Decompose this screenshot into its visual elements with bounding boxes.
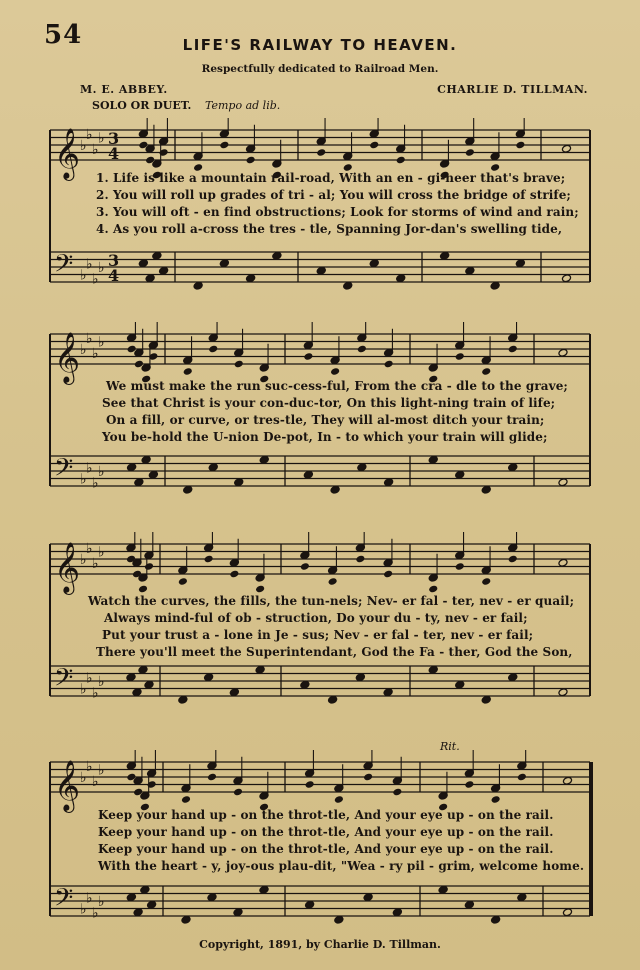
bass-clef-icon: 𝄢 xyxy=(54,249,74,285)
note-head xyxy=(334,915,344,924)
music-system-2 xyxy=(0,322,640,497)
note-head xyxy=(159,266,169,275)
note-head xyxy=(316,148,326,157)
flat-sign-icon: ♭ xyxy=(80,342,87,358)
note-head xyxy=(396,274,406,283)
note-head xyxy=(508,463,518,472)
note-head xyxy=(465,266,475,275)
copyright: Copyright, 1891, by Charlie D. Tillman. xyxy=(199,938,441,951)
note-head xyxy=(455,470,465,479)
note-head xyxy=(357,345,367,354)
note-head xyxy=(207,893,217,902)
note-head xyxy=(303,470,313,479)
note-head xyxy=(481,485,491,494)
note-head xyxy=(392,908,402,917)
note-head xyxy=(384,360,394,369)
flat-sign-icon: ♭ xyxy=(86,540,93,557)
note-head xyxy=(561,274,571,283)
note-head xyxy=(305,900,315,909)
lyric-line-verse-3: On a fill, or curve, or tres-tle, They will al-most ditch your train; xyxy=(106,413,545,427)
flat-sign-icon: ♭ xyxy=(80,267,87,284)
note-head xyxy=(562,908,572,917)
flat-sign-icon: ♭ xyxy=(80,681,87,698)
note-head xyxy=(132,688,142,697)
flat-sign-icon: ♭ xyxy=(86,460,93,477)
note-head xyxy=(147,900,157,909)
note-head xyxy=(396,156,406,165)
note-head xyxy=(363,773,373,782)
note-head xyxy=(183,485,193,494)
flat-sign-icon: ♭ xyxy=(92,555,99,572)
flat-sign-icon: ♭ xyxy=(80,901,87,918)
note-head xyxy=(508,673,518,682)
note-head xyxy=(490,281,500,290)
note-head xyxy=(334,795,344,804)
note-head xyxy=(465,148,475,157)
note-head xyxy=(455,562,465,571)
note-head xyxy=(272,251,282,260)
note-head xyxy=(138,585,148,594)
note-head xyxy=(259,885,269,894)
note-head xyxy=(144,680,154,689)
note-head xyxy=(517,773,527,782)
note-head xyxy=(229,688,239,697)
note-head xyxy=(234,360,244,369)
note-head xyxy=(145,274,155,283)
flat-sign-icon: ♭ xyxy=(98,334,105,351)
lyric-line-verse-3: 3. You will oft - en find obstructions; Look for storms of wind and rain; xyxy=(96,205,579,219)
note-head xyxy=(438,885,448,894)
note-head xyxy=(355,673,365,682)
time-signature-digit: 4 xyxy=(108,266,120,285)
lyric-line-verse-1: We must make the run suc-cess-ful, From the cra - dle to the grave; xyxy=(106,379,568,393)
note-head xyxy=(558,558,568,567)
note-head xyxy=(259,455,269,464)
music-system-4 xyxy=(0,750,640,925)
ritardando-marking: Rit. xyxy=(440,740,460,753)
note-head xyxy=(303,352,313,361)
tempo-marking: Tempo ad lib. xyxy=(205,99,281,112)
flat-sign-icon: ♭ xyxy=(92,905,99,922)
note-head xyxy=(133,908,143,917)
note-head xyxy=(183,367,193,376)
bass-clef-icon: 𝄢 xyxy=(54,883,74,919)
note-head xyxy=(134,478,144,487)
treble-clef-icon: 𝄞 xyxy=(54,542,81,593)
note-head xyxy=(140,885,150,894)
flat-sign-icon: ♭ xyxy=(80,471,87,488)
treble-clef-icon: 𝄞 xyxy=(54,332,81,383)
treble-clef-icon: 𝄞 xyxy=(54,760,81,811)
note-head xyxy=(144,562,154,571)
flat-sign-icon: ♭ xyxy=(86,670,93,687)
note-head xyxy=(328,695,338,704)
lyric-line-verse-2: Keep your hand up - on the throt-tle, And your eye up - on the rail. xyxy=(98,825,554,839)
note-head xyxy=(178,577,188,586)
note-head xyxy=(464,780,474,789)
note-head xyxy=(455,680,465,689)
flat-sign-icon: ♭ xyxy=(86,126,93,143)
note-head xyxy=(126,673,136,682)
note-head xyxy=(363,893,373,902)
lyric-line-verse-1: Watch the curves, the fills, the tun-nels; Nev- er fal - ter, nev - er quail; xyxy=(88,594,575,608)
note-head xyxy=(515,259,525,268)
note-head xyxy=(316,266,326,275)
note-head xyxy=(219,141,229,150)
lyric-line-verse-2: Always mind-ful of ob - struction, Do your du - ty, nev - er fail; xyxy=(104,611,528,625)
flat-sign-icon: ♭ xyxy=(98,544,105,561)
note-head xyxy=(357,463,367,472)
note-head xyxy=(383,570,393,579)
note-head xyxy=(233,908,243,917)
note-head xyxy=(141,455,151,464)
note-head xyxy=(515,141,525,150)
flat-sign-icon: ♭ xyxy=(98,762,105,779)
note-head xyxy=(355,555,365,564)
note-head xyxy=(204,673,214,682)
music-system-3 xyxy=(0,532,640,707)
note-head xyxy=(491,795,501,804)
note-head xyxy=(558,348,568,357)
performance-note: SOLO OR DUET. xyxy=(92,99,192,112)
note-head xyxy=(330,485,340,494)
note-head xyxy=(152,251,162,260)
flat-sign-icon: ♭ xyxy=(80,552,87,568)
music-system-1 xyxy=(0,118,640,293)
lyric-line-verse-2: See that Christ is your con-duc-tor, On this light-ning train of life; xyxy=(102,396,556,410)
lyric-line-verse-4: There you'll meet the Superintendant, God the Fa - ther, God the Son, xyxy=(96,645,573,659)
hymn-title: LIFE'S RAILWAY TO HEAVEN. xyxy=(182,36,458,54)
flat-sign-icon: ♭ xyxy=(86,256,93,273)
note-head xyxy=(233,788,243,797)
flat-sign-icon: ♭ xyxy=(92,475,99,492)
lyric-line-verse-3: Put your trust a - lone in Je - sus; Nev - er fal - ter, nev - er fail; xyxy=(102,628,534,642)
page-number: 54 xyxy=(44,20,83,50)
flat-sign-icon: ♭ xyxy=(86,890,93,907)
note-head xyxy=(517,893,527,902)
time-signature-digit: 3 xyxy=(108,251,120,270)
time-signature-digit: 3 xyxy=(108,129,120,148)
note-head xyxy=(181,915,191,924)
note-head xyxy=(343,281,353,290)
note-head xyxy=(481,695,491,704)
note-head xyxy=(229,570,239,579)
note-head xyxy=(369,141,379,150)
note-head xyxy=(126,893,136,902)
bass-clef-icon: 𝄢 xyxy=(54,453,74,489)
flat-sign-icon: ♭ xyxy=(80,138,87,154)
time-signature-digit: 4 xyxy=(108,144,120,163)
note-head xyxy=(508,555,518,564)
flat-sign-icon: ♭ xyxy=(92,773,99,790)
note-head xyxy=(207,773,217,782)
note-head xyxy=(219,259,229,268)
note-head xyxy=(181,795,191,804)
note-head xyxy=(440,251,450,260)
flat-sign-icon: ♭ xyxy=(92,685,99,702)
note-head xyxy=(208,345,218,354)
note-head xyxy=(305,780,315,789)
note-head xyxy=(558,478,568,487)
note-head xyxy=(159,148,169,157)
note-head xyxy=(138,259,148,268)
note-head xyxy=(147,780,157,789)
note-head xyxy=(300,680,310,689)
note-head xyxy=(330,367,340,376)
note-head xyxy=(148,470,158,479)
note-head xyxy=(127,463,137,472)
note-head xyxy=(193,281,203,290)
note-head xyxy=(255,665,265,674)
lyric-line-verse-1: Keep your hand up - on the throt-tle, And your eye up - on the rail. xyxy=(98,808,554,822)
note-head xyxy=(234,478,244,487)
treble-clef-icon: 𝄞 xyxy=(54,128,81,179)
flat-sign-icon: ♭ xyxy=(98,464,105,480)
lyric-line-verse-4: With the heart - y, joy-ous plau-dit, "Wea - ry pil - grim, welcome home. xyxy=(98,859,585,873)
note-head xyxy=(561,144,571,153)
note-head xyxy=(464,900,474,909)
flat-sign-icon: ♭ xyxy=(86,330,93,347)
flat-sign-icon: ♭ xyxy=(98,260,105,276)
note-head xyxy=(455,352,465,361)
flat-sign-icon: ♭ xyxy=(98,894,105,910)
note-head xyxy=(392,788,402,797)
note-head xyxy=(481,577,491,586)
lyricist: M. E. ABBEY. xyxy=(80,83,168,96)
note-head xyxy=(491,915,501,924)
final-barline xyxy=(589,762,593,916)
note-head xyxy=(428,665,438,674)
lyric-line-verse-2: 2. You will roll up grades of tri - al; You will cross the bridge of strife; xyxy=(96,188,571,202)
lyric-line-verse-3: Keep your hand up - on the throt-tle, And your eye up - on the rail. xyxy=(98,842,554,856)
note-head xyxy=(369,259,379,268)
note-head xyxy=(178,695,188,704)
note-head xyxy=(562,776,572,785)
flat-sign-icon: ♭ xyxy=(92,345,99,362)
note-head xyxy=(204,555,214,564)
flat-sign-icon: ♭ xyxy=(92,271,99,288)
bass-clef-icon: 𝄢 xyxy=(54,663,74,699)
note-head xyxy=(255,585,265,594)
note-head xyxy=(246,274,256,283)
flat-sign-icon: ♭ xyxy=(92,141,99,158)
note-head xyxy=(558,688,568,697)
flat-sign-icon: ♭ xyxy=(98,674,105,690)
lyric-line-verse-1: 1. Life is like a mountain rail-road, With an en - gi-neer that's brave; xyxy=(96,171,566,185)
note-head xyxy=(246,156,256,165)
note-head xyxy=(208,463,218,472)
dedication: Respectfully dedicated to Railroad Men. xyxy=(201,63,439,75)
note-head xyxy=(428,455,438,464)
note-head xyxy=(328,577,338,586)
flat-sign-icon: ♭ xyxy=(98,130,105,147)
composer: CHARLIE D. TILLMAN. xyxy=(437,83,588,96)
note-head xyxy=(428,585,438,594)
note-head xyxy=(138,665,148,674)
note-head xyxy=(481,367,491,376)
note-head xyxy=(300,562,310,571)
flat-sign-icon: ♭ xyxy=(86,758,93,775)
note-head xyxy=(508,345,518,354)
flat-sign-icon: ♭ xyxy=(80,770,87,786)
lyric-line-verse-4: 4. As you roll a-cross the tres - tle, Spanning Jor-dan's swelling tide, xyxy=(96,222,563,236)
note-head xyxy=(383,688,393,697)
lyric-line-verse-4: You be-hold the U-nion De-pot, In - to which your train will glide; xyxy=(102,430,548,444)
note-head xyxy=(384,478,394,487)
